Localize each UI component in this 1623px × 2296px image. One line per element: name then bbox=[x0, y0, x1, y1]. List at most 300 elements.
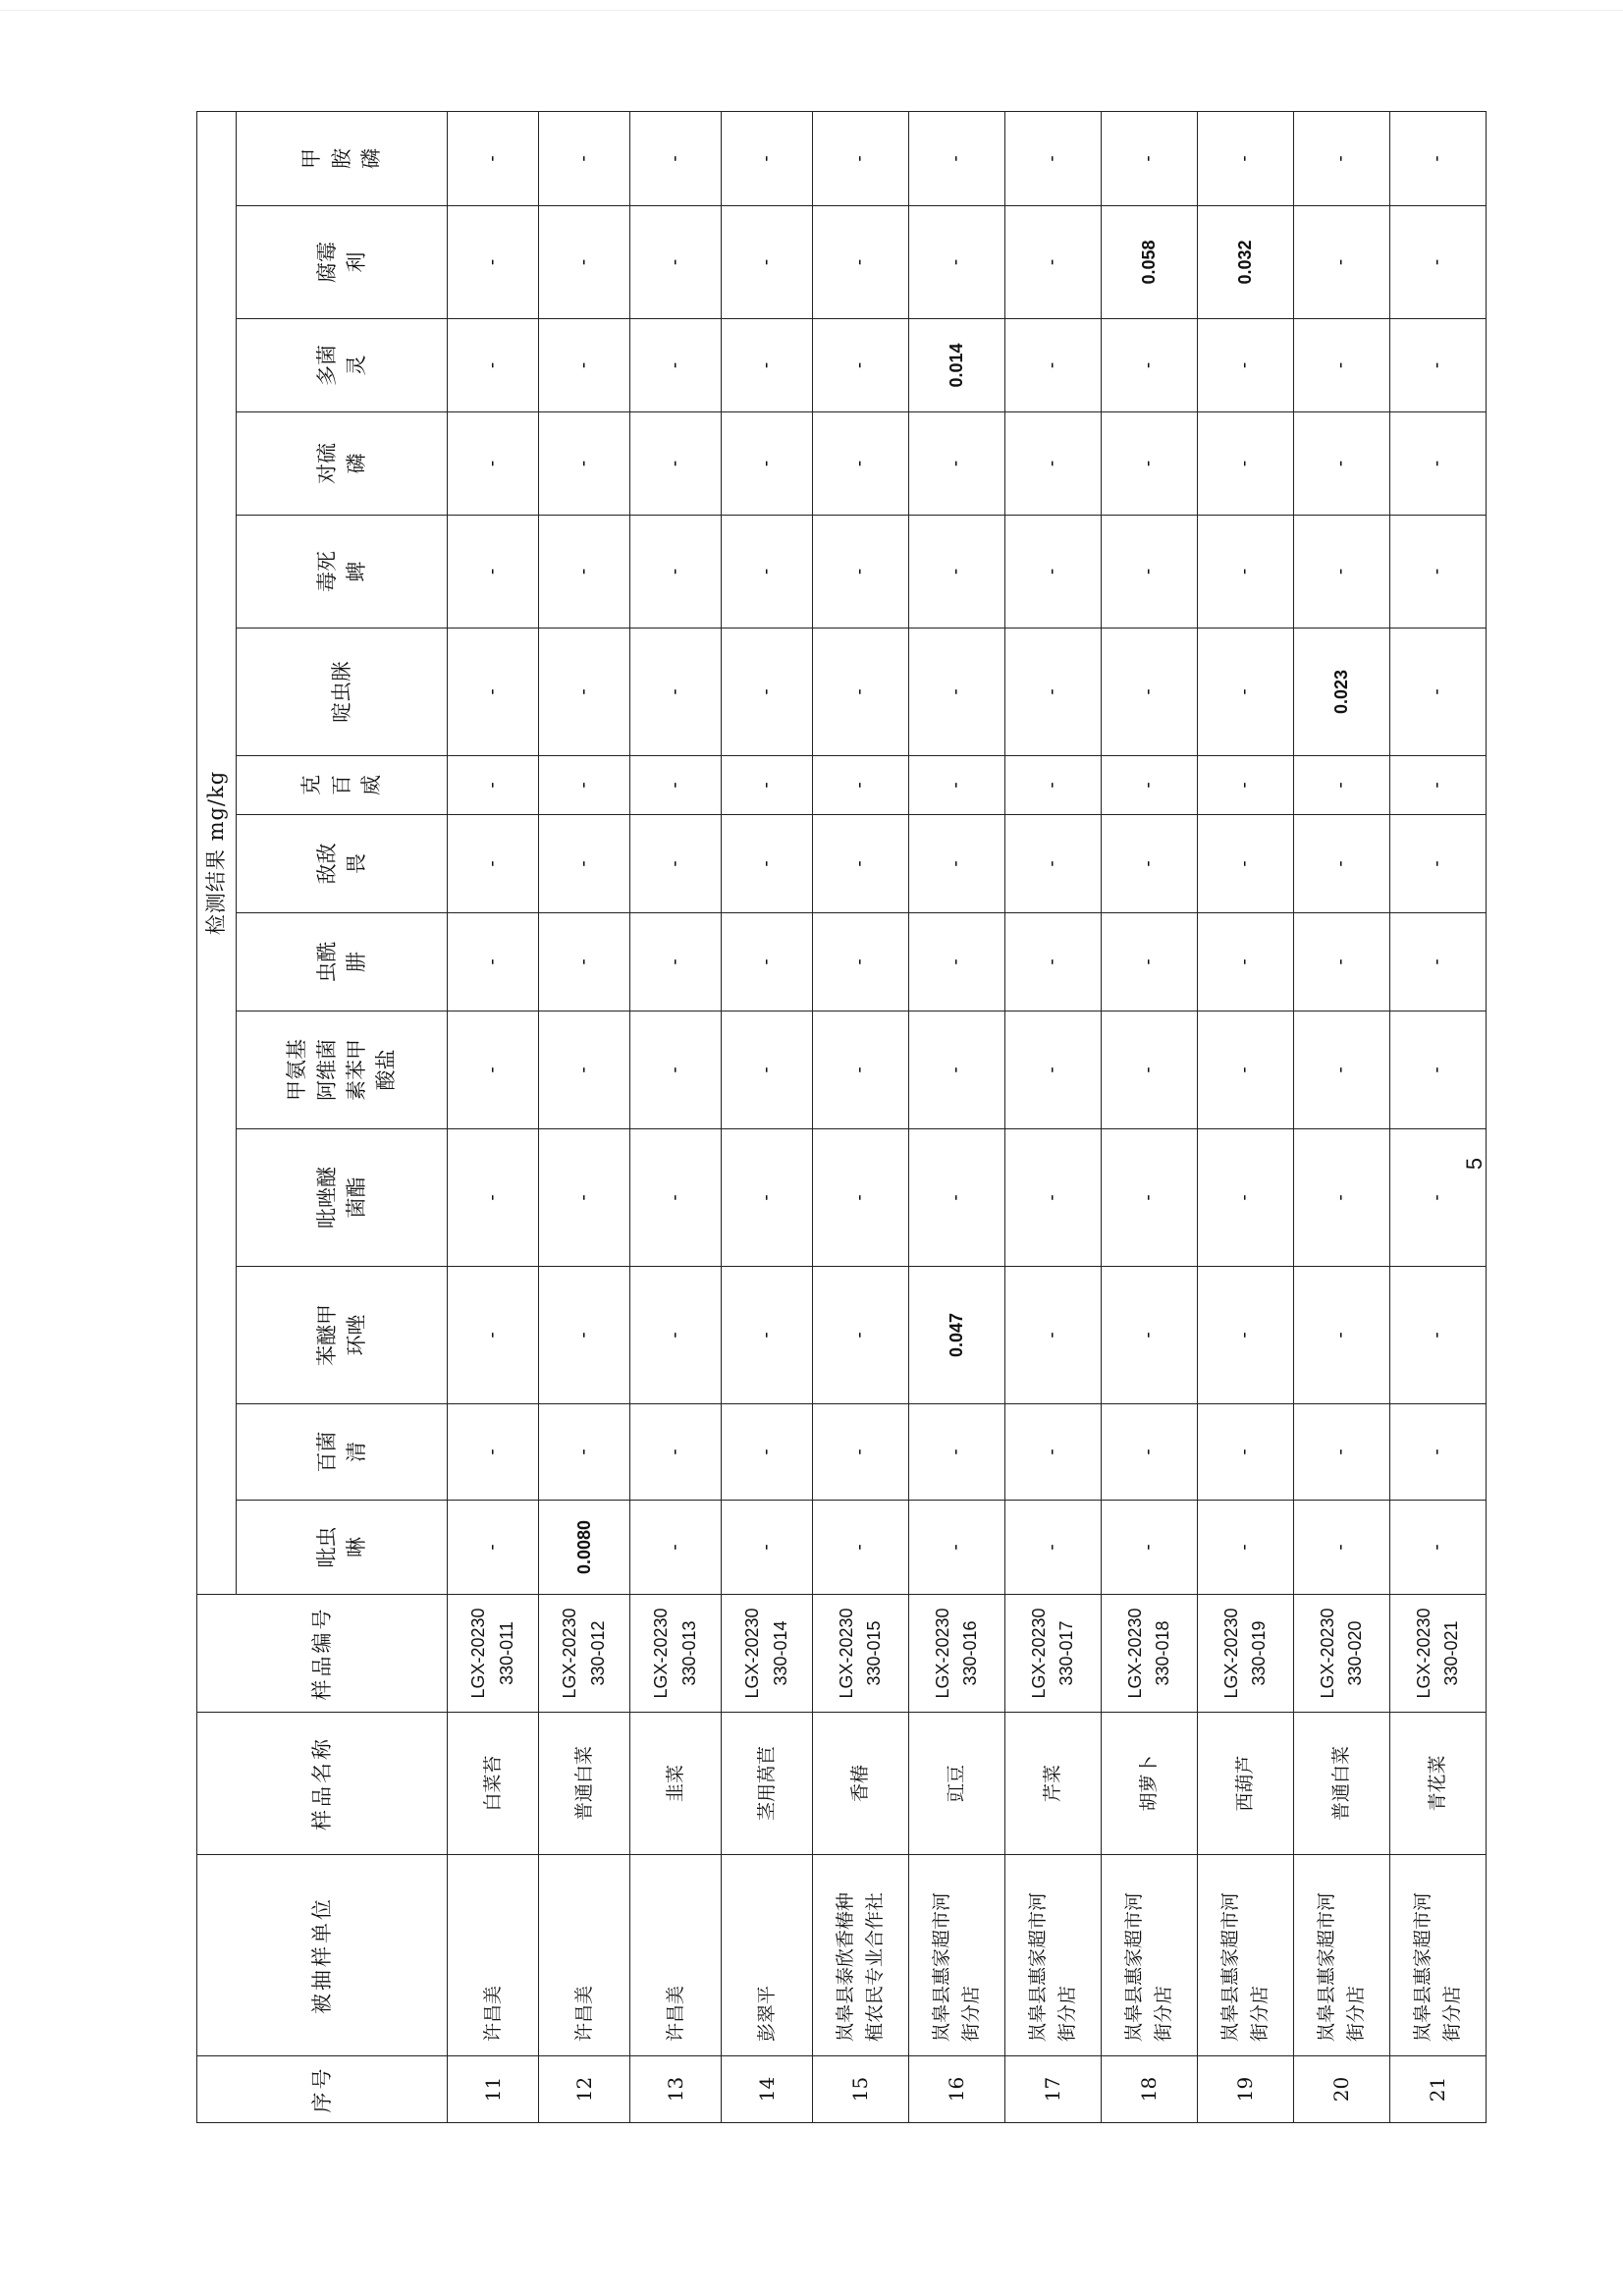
text-line: 利 bbox=[345, 251, 368, 273]
cell-value: - bbox=[629, 412, 721, 516]
text-line: LGX-20230 bbox=[1028, 1608, 1049, 1699]
text-line: 岚皋县惠家超市河 bbox=[1412, 1891, 1434, 2042]
cell-value: - bbox=[1197, 1267, 1293, 1404]
cell-value: - bbox=[538, 629, 629, 756]
cell-value: - bbox=[538, 111, 629, 205]
cell-value: - bbox=[1004, 913, 1101, 1011]
cell-value: - bbox=[448, 756, 539, 815]
page-top-rule bbox=[0, 10, 1623, 11]
cell-value: - bbox=[1101, 1501, 1197, 1595]
cell-value: - bbox=[1197, 629, 1293, 756]
cell-value: - bbox=[1004, 756, 1101, 815]
text-line: 330-016 bbox=[960, 1620, 981, 1686]
cell-value: - bbox=[1004, 1129, 1101, 1267]
cell-value: - bbox=[629, 1267, 721, 1404]
cell-value: - bbox=[1101, 412, 1197, 516]
cell-value: - bbox=[1389, 412, 1486, 516]
text-line: 普通白菜 bbox=[1330, 1746, 1353, 1822]
cell-value: - bbox=[1293, 1129, 1389, 1267]
page-number: 5 bbox=[1462, 1157, 1488, 1171]
text-line: 磷 bbox=[359, 147, 384, 169]
text-line: 彭翠平 bbox=[755, 1985, 778, 2042]
cell-value: - bbox=[448, 1501, 539, 1595]
text-line: 330-018 bbox=[1153, 1620, 1173, 1686]
cell-unit bbox=[1293, 1855, 1389, 2056]
cell-value: - bbox=[1293, 516, 1389, 629]
cell-name bbox=[1293, 1713, 1389, 1855]
cell-value: - bbox=[538, 206, 629, 319]
cell-value: - bbox=[448, 1267, 539, 1404]
cell-value: - bbox=[1389, 815, 1486, 913]
rotated-table-wrapper bbox=[196, 147, 1487, 2123]
cell-value: - bbox=[448, 815, 539, 913]
text-line: 豇豆 bbox=[946, 1765, 968, 1803]
cell-unit bbox=[1004, 1855, 1101, 2056]
cell-value: - bbox=[448, 629, 539, 756]
cell-code bbox=[1197, 1595, 1293, 1713]
cell-value: - bbox=[908, 412, 1004, 516]
cell-value: - bbox=[721, 815, 812, 913]
text-line: 街分店 bbox=[1441, 1985, 1464, 2042]
cell-name bbox=[1197, 1713, 1293, 1855]
cell-unit bbox=[1101, 1855, 1197, 2056]
cell-value: - bbox=[812, 815, 908, 913]
cell-value: - bbox=[1293, 111, 1389, 205]
cell-unit bbox=[1197, 1855, 1293, 2056]
text-line: LGX-20230 bbox=[836, 1608, 856, 1699]
cell-value: - bbox=[721, 111, 812, 205]
text-line: 克 bbox=[299, 775, 324, 795]
text-line: 胺 bbox=[329, 147, 353, 169]
cell-value: - bbox=[448, 206, 539, 319]
cell-value: - bbox=[1004, 516, 1101, 629]
text-line: 街分店 bbox=[1153, 1985, 1175, 2042]
text-line: 百菌 bbox=[314, 1431, 339, 1473]
cell-value: - bbox=[908, 756, 1004, 815]
cell-value: - bbox=[812, 516, 908, 629]
header-results-group: 检测结果 mg/kg bbox=[197, 111, 237, 1594]
cell-value: - bbox=[1004, 815, 1101, 913]
table-row bbox=[1293, 111, 1389, 2122]
cell-seq: 16 bbox=[908, 2056, 1004, 2123]
text-line: 岚皋县惠家超市河 bbox=[1316, 1891, 1337, 2042]
cell-seq: 12 bbox=[538, 2056, 629, 2123]
text-line: 苯醚甲 bbox=[314, 1304, 339, 1366]
text-line: 街分店 bbox=[960, 1985, 983, 2042]
cell-value: - bbox=[538, 1011, 629, 1129]
text-line: 素苯甲 bbox=[345, 1039, 368, 1101]
header-pesticide bbox=[237, 756, 448, 815]
text-line: 畏 bbox=[345, 853, 368, 874]
cell-value: - bbox=[1101, 319, 1197, 412]
cell-name bbox=[1101, 1713, 1197, 1855]
cell-value: - bbox=[1101, 1011, 1197, 1129]
cell-value: - bbox=[1197, 1011, 1293, 1129]
cell-value: - bbox=[1004, 1267, 1101, 1404]
cell-value: - bbox=[1389, 913, 1486, 1011]
cell-code bbox=[538, 1595, 629, 1713]
table-row bbox=[538, 111, 629, 2122]
text-line: 虫酰 bbox=[314, 941, 339, 983]
cell-value: - bbox=[448, 1404, 539, 1501]
cell-value: - bbox=[812, 1267, 908, 1404]
cell-value: - bbox=[721, 516, 812, 629]
text-line: 甲 bbox=[299, 147, 324, 169]
cell-seq: 17 bbox=[1004, 2056, 1101, 2123]
cell-value: - bbox=[629, 913, 721, 1011]
cell-value: - bbox=[1389, 629, 1486, 756]
cell-value: - bbox=[538, 815, 629, 913]
text-line: 啉 bbox=[345, 1537, 368, 1558]
header-name: 样品名称 bbox=[197, 1713, 448, 1855]
text-line: 330-013 bbox=[678, 1620, 699, 1686]
cell-value: - bbox=[908, 629, 1004, 756]
text-line: 清 bbox=[345, 1442, 368, 1462]
text-line: 岚皋县泰欣香椿种 bbox=[834, 1891, 856, 2042]
text-line: LGX-20230 bbox=[742, 1608, 763, 1699]
text-line: LGX-20230 bbox=[1124, 1608, 1145, 1699]
text-line: 许昌美 bbox=[481, 1985, 504, 2042]
table-row bbox=[1004, 111, 1101, 2122]
cell-code bbox=[1389, 1595, 1486, 1713]
cell-code bbox=[721, 1595, 812, 1713]
cell-value: - bbox=[1101, 756, 1197, 815]
cell-value: - bbox=[629, 815, 721, 913]
cell-value: - bbox=[629, 1129, 721, 1267]
cell-value: - bbox=[812, 111, 908, 205]
cell-value: - bbox=[1004, 206, 1101, 319]
header-pesticide bbox=[237, 1404, 448, 1501]
cell-value: - bbox=[1389, 319, 1486, 412]
cell-value: - bbox=[812, 1501, 908, 1595]
table-row bbox=[629, 111, 721, 2122]
text-line: 敌敌 bbox=[314, 843, 339, 885]
cell-value: - bbox=[448, 1011, 539, 1129]
cell-value: - bbox=[629, 111, 721, 205]
cell-value: - bbox=[1004, 319, 1101, 412]
header-pesticide bbox=[237, 815, 448, 913]
cell-name bbox=[629, 1713, 721, 1855]
cell-value: - bbox=[721, 629, 812, 756]
text-line: 330-021 bbox=[1441, 1620, 1462, 1686]
cell-value: - bbox=[1197, 319, 1293, 412]
cell-value: - bbox=[629, 1404, 721, 1501]
cell-value: - bbox=[629, 756, 721, 815]
text-line: 330-015 bbox=[864, 1620, 885, 1686]
text-line: 蜱 bbox=[345, 561, 368, 582]
cell-value: - bbox=[721, 319, 812, 412]
table-row bbox=[812, 111, 908, 2122]
text-line: 许昌美 bbox=[572, 1985, 595, 2042]
cell-code bbox=[629, 1595, 721, 1713]
cell-name bbox=[1004, 1713, 1101, 1855]
cell-value: - bbox=[629, 629, 721, 756]
header-pesticide bbox=[237, 516, 448, 629]
cell-value: - bbox=[1004, 1404, 1101, 1501]
cell-value: - bbox=[1389, 1267, 1486, 1404]
cell-seq: 14 bbox=[721, 2056, 812, 2123]
header-pesticide bbox=[237, 319, 448, 412]
cell-value: - bbox=[908, 206, 1004, 319]
cell-value: - bbox=[1004, 111, 1101, 205]
text-line: LGX-20230 bbox=[932, 1608, 952, 1699]
pesticide-results-table bbox=[196, 111, 1487, 2123]
cell-value: - bbox=[812, 1129, 908, 1267]
cell-value: - bbox=[1389, 206, 1486, 319]
cell-code bbox=[448, 1595, 539, 1713]
cell-value: - bbox=[538, 516, 629, 629]
cell-value: - bbox=[908, 815, 1004, 913]
text-line: 街分店 bbox=[1249, 1985, 1271, 2042]
cell-name bbox=[812, 1713, 908, 1855]
cell-value: - bbox=[721, 913, 812, 1011]
cell-value: - bbox=[1197, 756, 1293, 815]
cell-value: - bbox=[1101, 111, 1197, 205]
cell-value: - bbox=[1293, 1404, 1389, 1501]
table-row bbox=[1197, 111, 1293, 2122]
cell-value: - bbox=[721, 756, 812, 815]
cell-value: - bbox=[1101, 815, 1197, 913]
cell-value: - bbox=[721, 1501, 812, 1595]
cell-name bbox=[448, 1713, 539, 1855]
text-line: 毒死 bbox=[314, 551, 339, 592]
cell-value: - bbox=[1389, 1501, 1486, 1595]
cell-value: - bbox=[908, 913, 1004, 1011]
header-pesticide bbox=[237, 206, 448, 319]
cell-unit bbox=[812, 1855, 908, 2056]
text-line: 百 bbox=[329, 775, 353, 795]
header-pesticide bbox=[237, 629, 448, 756]
cell-value: - bbox=[721, 206, 812, 319]
text-line: 岚皋县惠家超市河 bbox=[1218, 1891, 1241, 2042]
cell-value: - bbox=[908, 1501, 1004, 1595]
cell-value: - bbox=[1293, 1267, 1389, 1404]
cell-unit bbox=[629, 1855, 721, 2056]
header-pesticide bbox=[237, 412, 448, 516]
cell-value: - bbox=[1197, 913, 1293, 1011]
text-line: 330-014 bbox=[770, 1620, 790, 1686]
cell-value: - bbox=[538, 1404, 629, 1501]
header-pesticide bbox=[237, 1267, 448, 1404]
cell-value: - bbox=[1101, 516, 1197, 629]
text-line: 岚皋县惠家超市河 bbox=[1122, 1891, 1145, 2042]
cell-value: - bbox=[1293, 412, 1389, 516]
text-line: 多菌 bbox=[314, 345, 339, 386]
text-line: 330-011 bbox=[496, 1621, 516, 1685]
header-seq: 序号 bbox=[197, 2056, 448, 2123]
cell-seq: 15 bbox=[812, 2056, 908, 2123]
cell-seq: 13 bbox=[629, 2056, 721, 2123]
text-line: 许昌美 bbox=[664, 1985, 686, 2042]
cell-value: 0.047 bbox=[908, 1267, 1004, 1404]
text-line: 对硫 bbox=[314, 443, 339, 484]
cell-value: - bbox=[1004, 629, 1101, 756]
cell-value: - bbox=[1101, 1129, 1197, 1267]
text-line: 酸盐 bbox=[374, 1049, 399, 1091]
cell-value: - bbox=[812, 756, 908, 815]
cell-value: - bbox=[1197, 111, 1293, 205]
cell-value: - bbox=[908, 111, 1004, 205]
text-line: 岚皋县惠家超市河 bbox=[930, 1891, 952, 2042]
cell-value: - bbox=[812, 629, 908, 756]
text-line: 吡唑醚 bbox=[314, 1167, 339, 1229]
cell-seq: 19 bbox=[1197, 2056, 1293, 2123]
cell-value: - bbox=[721, 412, 812, 516]
text-line: 西葫芦 bbox=[1234, 1755, 1257, 1812]
cell-value: - bbox=[1004, 1011, 1101, 1129]
text-line: LGX-20230 bbox=[1317, 1608, 1337, 1699]
cell-seq: 21 bbox=[1389, 2056, 1486, 2123]
header-unit: 被抽样单位 bbox=[197, 1855, 448, 2056]
cell-name bbox=[721, 1713, 812, 1855]
cell-value: - bbox=[1197, 1501, 1293, 1595]
text-line: 环唑 bbox=[345, 1314, 368, 1356]
cell-value: - bbox=[1101, 1404, 1197, 1501]
cell-value: - bbox=[538, 1129, 629, 1267]
text-line: 330-012 bbox=[587, 1620, 608, 1686]
text-line: 330-020 bbox=[1345, 1620, 1366, 1686]
text-line: 韭菜 bbox=[664, 1765, 686, 1803]
text-line: 330-017 bbox=[1056, 1620, 1077, 1686]
text-line: 菌酯 bbox=[345, 1176, 368, 1219]
cell-value: - bbox=[448, 516, 539, 629]
cell-value: - bbox=[629, 1501, 721, 1595]
cell-value: - bbox=[812, 412, 908, 516]
cell-seq: 11 bbox=[448, 2056, 539, 2123]
text-line: 灵 bbox=[345, 355, 368, 376]
cell-value: - bbox=[1101, 1267, 1197, 1404]
text-line: 香椿 bbox=[849, 1765, 872, 1803]
cell-value: - bbox=[812, 319, 908, 412]
text-line: 威 bbox=[359, 775, 384, 795]
text-line: 腐霉 bbox=[314, 242, 339, 283]
text-line: 青花菜 bbox=[1427, 1755, 1449, 1812]
cell-value: - bbox=[1293, 1011, 1389, 1129]
text-line: 植农民专业合作社 bbox=[864, 1891, 887, 2042]
cell-value: - bbox=[1293, 206, 1389, 319]
cell-value: - bbox=[812, 913, 908, 1011]
cell-value: - bbox=[812, 1011, 908, 1129]
cell-value: - bbox=[1197, 412, 1293, 516]
header-pesticide bbox=[237, 111, 448, 205]
text-line: 街分店 bbox=[1056, 1985, 1079, 2042]
text-line: 普通白菜 bbox=[572, 1746, 595, 1822]
cell-value: 0.032 bbox=[1197, 206, 1293, 319]
cell-unit bbox=[538, 1855, 629, 2056]
text-line: 阿维菌 bbox=[314, 1039, 339, 1101]
header-pesticide bbox=[237, 913, 448, 1011]
cell-value: - bbox=[1389, 111, 1486, 205]
text-line: LGX-20230 bbox=[1413, 1608, 1434, 1699]
cell-value: - bbox=[629, 516, 721, 629]
cell-value: - bbox=[1389, 516, 1486, 629]
cell-value: - bbox=[1101, 629, 1197, 756]
text-line: 胡萝卜 bbox=[1138, 1755, 1161, 1812]
cell-unit bbox=[721, 1855, 812, 2056]
text-line: 白菜苔 bbox=[481, 1755, 504, 1812]
cell-value: - bbox=[448, 412, 539, 516]
table-row bbox=[908, 111, 1004, 2122]
cell-code bbox=[1101, 1595, 1197, 1713]
text-line: LGX-20230 bbox=[1220, 1608, 1241, 1699]
cell-value: - bbox=[629, 319, 721, 412]
cell-unit bbox=[1389, 1855, 1486, 2056]
cell-value: - bbox=[812, 1404, 908, 1501]
cell-value: - bbox=[721, 1129, 812, 1267]
header-pesticide bbox=[237, 1011, 448, 1129]
text-line: 磷 bbox=[345, 453, 368, 474]
text-line: 肼 bbox=[345, 952, 368, 972]
cell-value: 0.023 bbox=[1293, 629, 1389, 756]
text-line: 330-019 bbox=[1249, 1620, 1270, 1686]
cell-value: - bbox=[448, 1129, 539, 1267]
text-line: 吡虫 bbox=[314, 1526, 339, 1568]
header-pesticide bbox=[237, 1501, 448, 1595]
cell-value: - bbox=[1004, 412, 1101, 516]
cell-value: - bbox=[538, 756, 629, 815]
header-code: 样品编号 bbox=[197, 1595, 448, 1713]
cell-unit bbox=[908, 1855, 1004, 2056]
text-line: 芹菜 bbox=[1042, 1765, 1064, 1803]
text-line: 啶虫脒 bbox=[329, 661, 353, 723]
text-line: LGX-20230 bbox=[468, 1608, 489, 1699]
cell-value: - bbox=[1389, 1404, 1486, 1501]
cell-value: 0.058 bbox=[1101, 206, 1197, 319]
text-line: 街分店 bbox=[1345, 1985, 1368, 2042]
cell-value: - bbox=[1389, 756, 1486, 815]
cell-value: - bbox=[1293, 913, 1389, 1011]
cell-value: - bbox=[448, 913, 539, 1011]
cell-code bbox=[1004, 1595, 1101, 1713]
cell-value: - bbox=[538, 913, 629, 1011]
cell-value: - bbox=[1197, 516, 1293, 629]
cell-value: - bbox=[1293, 1501, 1389, 1595]
cell-value: - bbox=[1389, 1129, 1486, 1267]
text-line: 茎用莴苣 bbox=[755, 1746, 778, 1822]
cell-value: - bbox=[1197, 1404, 1293, 1501]
cell-code bbox=[1293, 1595, 1389, 1713]
cell-value: - bbox=[1389, 1011, 1486, 1129]
cell-value: - bbox=[908, 1011, 1004, 1129]
text-line: 甲氨基 bbox=[285, 1039, 309, 1101]
cell-value: - bbox=[721, 1011, 812, 1129]
cell-code bbox=[908, 1595, 1004, 1713]
cell-value: - bbox=[538, 412, 629, 516]
cell-value: - bbox=[448, 111, 539, 205]
table-row bbox=[721, 111, 812, 2122]
cell-name bbox=[1389, 1713, 1486, 1855]
cell-seq: 20 bbox=[1293, 2056, 1389, 2123]
cell-value: - bbox=[1293, 815, 1389, 913]
cell-unit bbox=[448, 1855, 539, 2056]
cell-value: - bbox=[538, 1267, 629, 1404]
cell-value: - bbox=[908, 1129, 1004, 1267]
cell-value: - bbox=[721, 1404, 812, 1501]
cell-seq: 18 bbox=[1101, 2056, 1197, 2123]
cell-value: - bbox=[448, 319, 539, 412]
table-row bbox=[1101, 111, 1197, 2122]
table-row bbox=[1389, 111, 1486, 2122]
cell-value: - bbox=[1197, 815, 1293, 913]
text-line: LGX-20230 bbox=[560, 1608, 580, 1699]
cell-value: - bbox=[721, 1267, 812, 1404]
cell-value: - bbox=[1293, 319, 1389, 412]
cell-value: - bbox=[1293, 756, 1389, 815]
cell-value: - bbox=[1101, 913, 1197, 1011]
cell-value: 0.0080 bbox=[538, 1501, 629, 1595]
cell-value: - bbox=[1197, 1129, 1293, 1267]
text-line: 岚皋县惠家超市河 bbox=[1026, 1891, 1049, 2042]
